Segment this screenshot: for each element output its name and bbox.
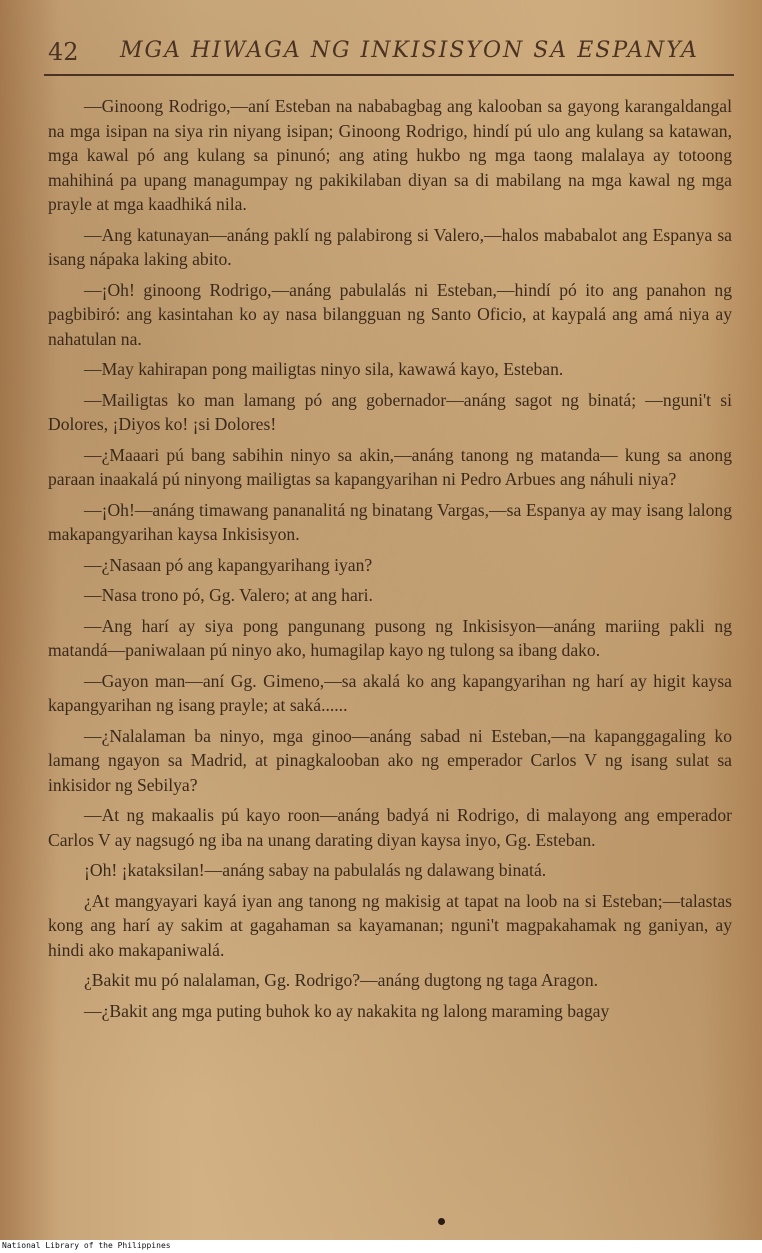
paragraph: ¡Oh! ¡kataksilan!—anáng sabay na pabulalás ng dalawang binatá.: [84, 860, 547, 880]
paragraph: —At ng makaalis pú kayo roon—anáng badyá ni Rodrigo, di malayong ang emperador Carlos V ay nagsugó ng iba na unang darating diyan kaysa inyo, Gg. Esteban.: [48, 805, 732, 850]
header-rule: [44, 74, 734, 76]
page-number: 42: [48, 38, 79, 66]
paragraph: —Ang harí ay siya pong pangunang pusong ng Inkisisyon—anáng mariing pakli ng matandá—paniwalaan pú ninyo ako, humagilap kayo ng tulong sa ibang dako.: [48, 615, 732, 660]
page-header: [40, 34, 730, 70]
paragraph: —Mailigtas ko man lamang pó ang gobernador—anáng sagot ng binatá; —nguni't si Dolores, ¡Diyos ko! ¡si Dolores!: [48, 389, 732, 434]
paragraph: —¡Oh!—anáng timawang pananalitá ng binatang Vargas,—sa Espanya ay may isang lalong makapangyarihan kaysa Inkisisyon.: [48, 499, 732, 544]
paragraph: —¿Nalalaman ba ninyo, mga ginoo—anáng sabad ni Esteban,—na kapanggagaling ko lamang ngayon sa Madrid, at pinagkalooban ako ng emperador Carlos V ng isang sulat sa inkisidor ng Sebilya?: [48, 725, 732, 795]
paragraph: —Nasa trono pó, Gg. Valero; at ang hari.: [84, 585, 373, 605]
paragraph: —Gayon man—aní Gg. Gimeno,—sa akalá ko ang kapangyarihan ng harí ay higit kaysa kapangyarihan ng isang prayle; at saká......: [48, 670, 732, 715]
running-title: MGA HIWAGA NG INKISISYON SA ESPANYA: [120, 38, 699, 63]
printer-mark: [438, 1218, 445, 1225]
paragraph: —Ginoong Rodrigo,—aní Esteban na nababagbag ang kalooban sa gayong karangaldangal na mga isipan na siya rin niyang isipan; Ginoong Rodrigo, hindí pú ulo ang kulang sa katawan, mga kawal pó ang kulang sa pinunó; ang ating hukbo ng mga taong malalaya ay totoong mahihiná pa upang managumpay ng pakikilaban diyan sa di mabilang na mga kawal ng mga prayle at mga kaadhiká nila.: [48, 96, 732, 214]
body-text: [48, 94, 732, 1029]
paragraph: —¡Oh! ginoong Rodrigo,—anáng pabulalás ni Esteban,—hindí pó ito ang panahon ng pagbibiró: ang kasintahan ko ay nasa bilangguan ng Santo Oficio, at kaypalá ang amá niya ay nahatulan na.: [48, 279, 732, 349]
footer-credit: National Library of the Philippines: [2, 1241, 171, 1250]
paragraph: —¿Nasaan pó ang kapangyarihang iyan?: [84, 554, 373, 575]
paragraph: ¿At mangyayari kayá iyan ang tanong ng makisig at tapat na loob na si Esteban;—talastas kong ang harí ay sakim at gagahaman sa kayamanan; nguni't magpakahamak ng ganiyan, ay hindi ako makapaniwalá.: [48, 890, 732, 960]
paragraph: —May kahirapan pong mailigtas ninyo sila, kawawá kayo, Esteban.: [84, 359, 564, 379]
paragraph: —¿Bakit ang mga puting buhok ko ay nakakita ng lalong maraming bagay: [84, 1000, 610, 1021]
paragraph: —Ang katunayan—anáng paklí ng palabirong si Valero,—halos mababalot ang Espanya sa isang nápaka laking abito.: [48, 224, 732, 269]
paragraph: ¿Bakit mu pó nalalaman, Gg. Rodrigo?—anáng dugtong ng taga Aragon.: [84, 970, 599, 990]
paragraph: —¿Maaari pú bang sabihin ninyo sa akin,—anáng tanong ng matanda— kung sa anong paraan inaakalá pú ninyong mailigtas sa kapangyarihan ni Pedro Arbues ang náhuli niya?: [48, 444, 732, 489]
